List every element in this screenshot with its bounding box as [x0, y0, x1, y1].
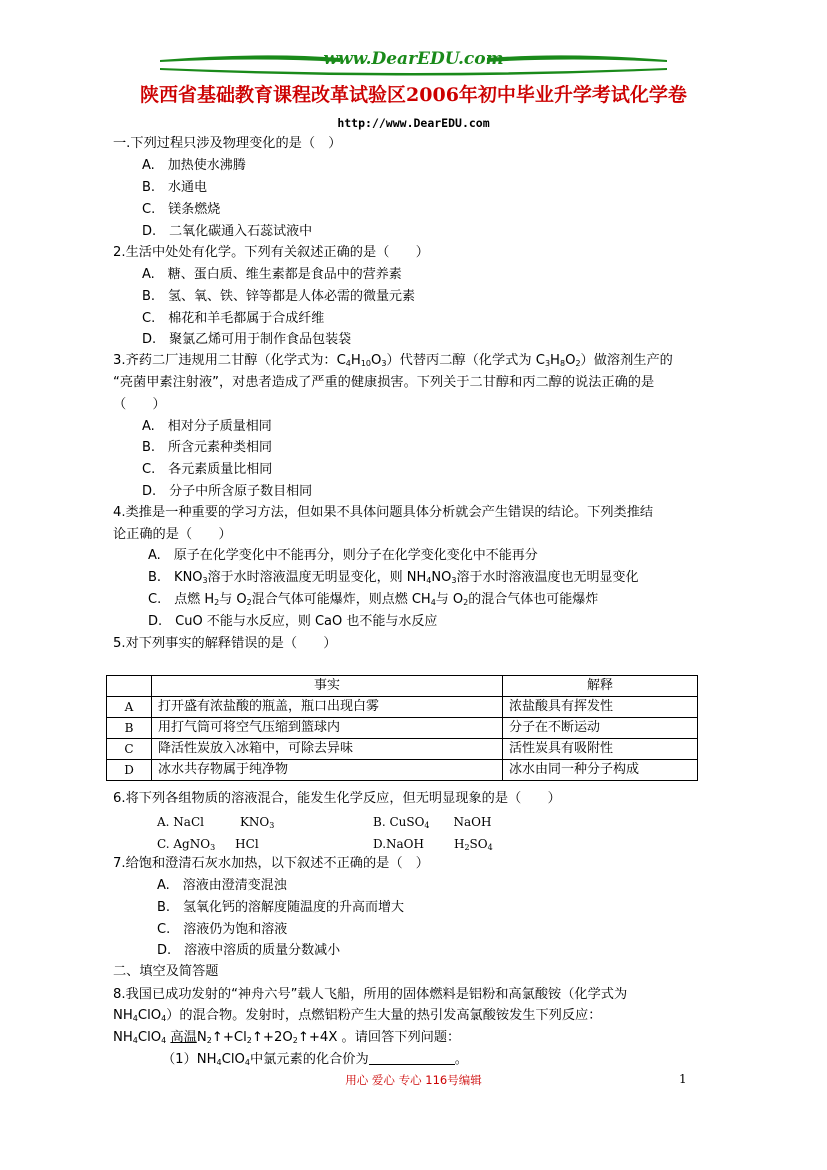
- q3-option-a: A. 相对分子质量相同: [142, 419, 272, 434]
- q2-stem: 2.生活中处处有化学。下列有关叙述正确的是（ ）: [113, 245, 429, 260]
- table-cell-explanation: 浓盐酸具有挥发性: [503, 697, 698, 718]
- table-row: [107, 739, 698, 760]
- site-url[interactable]: http://www.DearEDU.com: [337, 116, 490, 130]
- table-cell-explanation: 分子在不断运动: [503, 718, 698, 739]
- site-logo-text: www.DearEDU.com: [323, 49, 504, 69]
- q1-option-d: D. 二氧化碳通入石蕊试液中: [142, 224, 313, 239]
- table-row: [107, 697, 698, 718]
- table-cell-fact: 用打气筒可将空气压缩到篮球内: [152, 718, 503, 739]
- table-row: [107, 718, 698, 739]
- q1-stem: 一.下列过程只涉及物理变化的是（ ）: [113, 136, 342, 151]
- table-cell-explanation: 冰水由同一种分子构成: [503, 760, 698, 781]
- q1-option-c: C. 镁条燃烧: [142, 202, 221, 217]
- q7-option-a: A. 溶液由澄清变混浊: [157, 878, 287, 893]
- table-cell-label: B: [107, 718, 152, 739]
- q5-facts-table: [106, 675, 698, 781]
- table-header-cell: [107, 676, 152, 697]
- q3-option-c: C. 各元素质量比相同: [142, 462, 273, 477]
- table-row: [107, 760, 698, 781]
- q4-option-a: A. 原子在化学变化中不能再分，则分子在化学变化变化中不能再分: [148, 548, 538, 563]
- table-cell-label: A: [107, 697, 152, 718]
- table-header-row: [107, 676, 698, 697]
- q1-option-b: B. 水通电: [142, 180, 208, 195]
- q3-option-b: B. 所含元素种类相同: [142, 440, 273, 455]
- q6-option-a: A. NaCl $KNO_3$: [157, 815, 275, 830]
- q2-option-d: D. 聚氯乙烯可用于制作食品包装袋: [142, 332, 352, 347]
- q4-option-c: C. 点燃 $H_2$与 $O_2$混合气体可能爆炸，则点燃 $CH_4$与 $O_2$的混合气体也可能爆炸: [148, 592, 599, 607]
- q7-option-c: C. 溶液仍为饱和溶液: [157, 922, 288, 937]
- q7-option-b: B. 氢氧化钙的溶解度随温度的升高而增大: [157, 900, 405, 915]
- page-number: 1: [679, 1072, 687, 1086]
- q3-option-d: D. 分子中所含原子数目相同: [142, 484, 313, 499]
- q4-line2: 论正确的是（ ）: [113, 527, 232, 542]
- q2-option-c: C. 棉花和羊毛都属于合成纤维: [142, 311, 325, 326]
- section-2-title: 二、填空及简答题: [113, 964, 219, 979]
- q2-option-a: A. 糖、蛋白质、维生素都是食品中的营养素: [142, 267, 402, 282]
- q6-stem: 6.将下列各组物质的溶液混合，能发生化学反应，但无明显现象的是（ ）: [113, 791, 561, 806]
- q4-line1: 4.类推是一种重要的学习方法，但如果不具体问题具体分析就会产生错误的结论。下列类推结: [113, 505, 654, 520]
- q4-option-b: B. $KNO_3$溶于水时溶液温度无明显变化，则 $NH_4NO_3$溶于水时溶液温度也无明显变化: [148, 570, 639, 585]
- q8-line1: 8.我国已成功发射的“神舟六号”载人飞船，所用的固体燃料是铝粉和高氯酸铵（化学式为: [113, 987, 628, 1002]
- table-cell-fact: 冰水共存物属于纯净物: [152, 760, 503, 781]
- q4-option-d: D. CuO 不能与水反应，则 CaO 也不能与水反应: [148, 614, 438, 629]
- page-footer: 用心 爱心 专心 116号编辑: [345, 1073, 482, 1087]
- table-cell-label: D: [107, 760, 152, 781]
- table-cell-explanation: 活性炭具有吸附性: [503, 739, 698, 760]
- q3-line1: 3.齐药二厂违规用二甘醇（化学式为：$C_4H_{10}O_3$）代替丙二醇（化学式为 $C_3H_8O_2$）做溶剂生产的: [113, 353, 673, 368]
- q8-line2: $NH_4ClO_4$）的混合物。发射时，点燃铝粉产生大量的热引发高氯酸铵发生下列反应：: [113, 1008, 602, 1023]
- q5-stem: 5.对下列事实的解释错误的是（ ）: [113, 636, 337, 651]
- q3-line2: “亮菌甲素注射液”，对患者造成了严重的健康损害。下列关于二甘醇和丙二醇的说法正确的是: [113, 375, 655, 390]
- q7-stem: 7.给饱和澄清石灰水加热，以下叙述不正确的是（ ）: [113, 856, 429, 871]
- q6-option-c: C. AgNO$_3$ HCl: [157, 837, 259, 852]
- q7-option-d: D. 溶液中溶质的质量分数减小: [157, 943, 341, 958]
- q6-option-b: B. CuSO$_4$ NaOH: [373, 815, 492, 830]
- q8-sub-question-1: $(1)NH_4ClO_4$中氯元素的化合价为 。: [162, 1052, 468, 1067]
- table-header-cell: 事实: [152, 676, 503, 697]
- table-cell-label: C: [107, 739, 152, 760]
- q8-equation: $NH_4ClO_4$ 高温$N_2↑+Cl_2↑+2O_2↑+4X$ 。请回答下列问题：: [113, 1030, 461, 1045]
- q6-option-d: D.NaOH $H_2SO_4$: [373, 837, 493, 852]
- table-header-cell: 解释: [503, 676, 698, 697]
- table-cell-fact: 打开盛有浓盐酸的瓶盖，瓶口出现白雾: [152, 697, 503, 718]
- table-cell-fact: 降活性炭放入冰箱中，可除去异味: [152, 739, 503, 760]
- q3-line3: （ ）: [113, 397, 166, 412]
- page-title: 陕西省基础教育课程改革试验区2006年初中毕业升学考试化学卷: [140, 84, 687, 106]
- answer-blank[interactable]: [369, 1050, 455, 1065]
- q1-option-a: A. 加热使水沸腾: [142, 158, 246, 173]
- q2-option-b: B. 氢、氧、铁、锌等都是人体必需的微量元素: [142, 289, 416, 304]
